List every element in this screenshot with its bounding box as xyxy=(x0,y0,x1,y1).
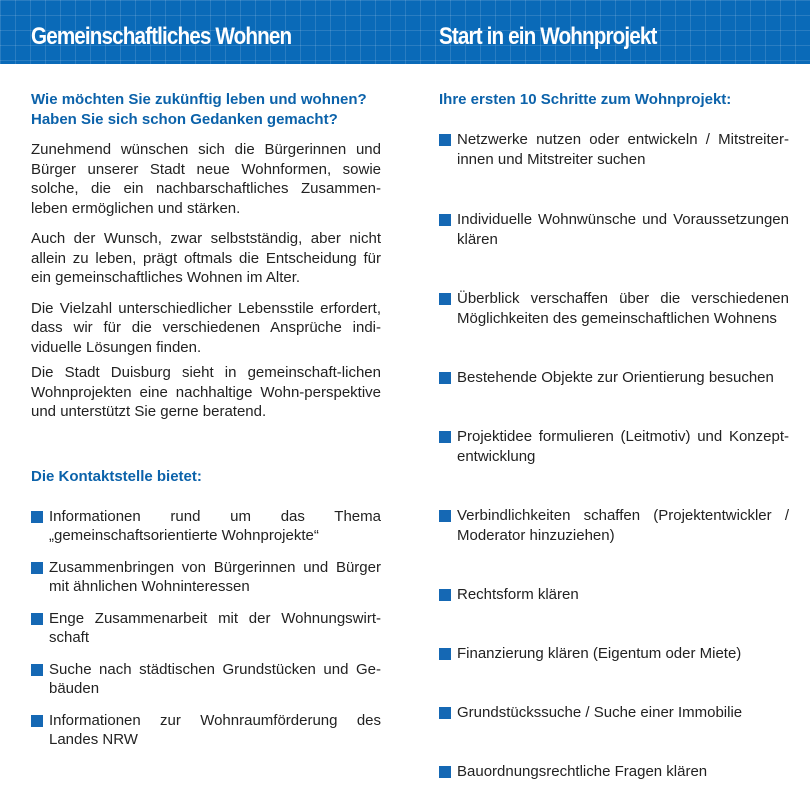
square-bullet-icon xyxy=(439,648,451,660)
square-bullet-icon xyxy=(439,707,451,719)
left-column-title: Gemeinschaftliches Wohnen xyxy=(31,23,292,50)
list-item xyxy=(31,609,381,648)
list-item xyxy=(31,558,381,597)
square-bullet-icon xyxy=(439,589,451,601)
square-bullet-icon xyxy=(439,214,451,226)
intro-paragraph: Die Vielzahl unterschiedlicher Lebensstile erfordert, dass wir für die verschiedenen Ansprüche indi-viduelle Lösungen finden. xyxy=(31,299,381,356)
step-text: Rechtsform klären xyxy=(457,586,579,603)
step-item xyxy=(439,762,789,782)
square-bullet-icon xyxy=(31,715,43,727)
square-bullet-icon xyxy=(439,134,451,146)
right-column xyxy=(439,90,789,782)
square-bullet-icon xyxy=(439,431,451,443)
square-bullet-icon xyxy=(31,562,43,574)
step-text: Finanzierung klären (Eigentum oder Miete) xyxy=(457,645,742,662)
steps-list xyxy=(439,130,789,782)
step-item xyxy=(439,289,789,329)
step-text: Projektidee formulieren (Leitmotiv) und Konzept-entwicklung xyxy=(457,428,789,465)
step-item xyxy=(439,427,789,467)
list-item-text: Enge Zusammenarbeit mit der Wohnungswirt-schaft xyxy=(49,609,381,646)
step-item xyxy=(439,644,789,664)
square-bullet-icon xyxy=(31,511,43,523)
list-item-text: Zusammenbringen von Bürgerinnen und Bürger mit ähnlichen Wohninteressen xyxy=(49,558,381,595)
step-text: Verbindlichkeiten schaffen (Projektentwickler / Moderator hinzuziehen) xyxy=(457,507,789,544)
step-text: Individuelle Wohnwünsche und Voraussetzungen klären xyxy=(457,211,789,248)
step-text: Überblick verschaffen über die verschiedenen Möglichkeiten des gemeinschaftlichen Wohnens xyxy=(457,290,789,327)
intro-paragraph: Zunehmend wünschen sich die Bürgerinnen und Bürger unserer Stadt neue Wohnformen, sowie solche, die ein nachbarschaftliches Zusammen-leben ermöglichen und stärken. xyxy=(31,141,381,217)
list-item-text: Informationen rund um das Thema „gemeinschaftsorientierte Wohnprojekte“ xyxy=(49,507,381,544)
left-column xyxy=(31,90,381,750)
step-item xyxy=(439,368,789,388)
step-item xyxy=(439,210,789,250)
square-bullet-icon xyxy=(439,293,451,305)
right-column-title: Start in ein Wohnprojekt xyxy=(439,23,657,50)
step-item xyxy=(439,506,789,546)
list-item xyxy=(31,711,381,750)
intro-heading: Wie möchten Sie zukünftig leben und wohnen? Haben Sie sich schon Gedanken gemacht? xyxy=(31,91,367,128)
intro-paragraph: Die Stadt Duisburg sieht in gemeinschaft-lichen Wohnprojekten eine nachhaltige Wohn-perspektive und unterstützt Sie gerne beratend. xyxy=(31,364,381,420)
step-item xyxy=(439,130,789,170)
step-text: Bauordnungsrechtliche Fragen klären xyxy=(457,763,708,780)
contact-list xyxy=(31,507,381,750)
intro-paragraph: Auch der Wunsch, zwar selbstständig, aber nicht allein zu leben, prägt oftmals die Entscheidung für ein gemeinschaftliches Wohnen im Alter. xyxy=(31,230,381,286)
steps-heading: Ihre ersten 10 Schritte zum Wohnprojekt: xyxy=(439,91,732,108)
square-bullet-icon xyxy=(439,510,451,522)
square-bullet-icon xyxy=(31,613,43,625)
list-item xyxy=(31,507,381,546)
step-item xyxy=(439,703,789,723)
square-bullet-icon xyxy=(31,664,43,676)
step-text: Grundstückssuche / Suche einer Immobilie xyxy=(457,704,743,721)
square-bullet-icon xyxy=(439,766,451,778)
list-item-text: Suche nach städtischen Grundstücken und Ge-bäuden xyxy=(49,660,381,697)
step-text: Netzwerke nutzen oder entwickeln / Mitstreiter-innen und Mitstreiter suchen xyxy=(457,131,789,168)
contact-heading: Die Kontaktstelle bietet: xyxy=(31,467,202,485)
list-item-text: Informationen zur Wohnraumförderung des Landes NRW xyxy=(49,711,381,748)
step-item xyxy=(439,585,789,605)
step-text: Bestehende Objekte zur Orientierung besuchen xyxy=(457,369,774,386)
header-band xyxy=(0,0,810,64)
square-bullet-icon xyxy=(439,372,451,384)
list-item xyxy=(31,660,381,699)
